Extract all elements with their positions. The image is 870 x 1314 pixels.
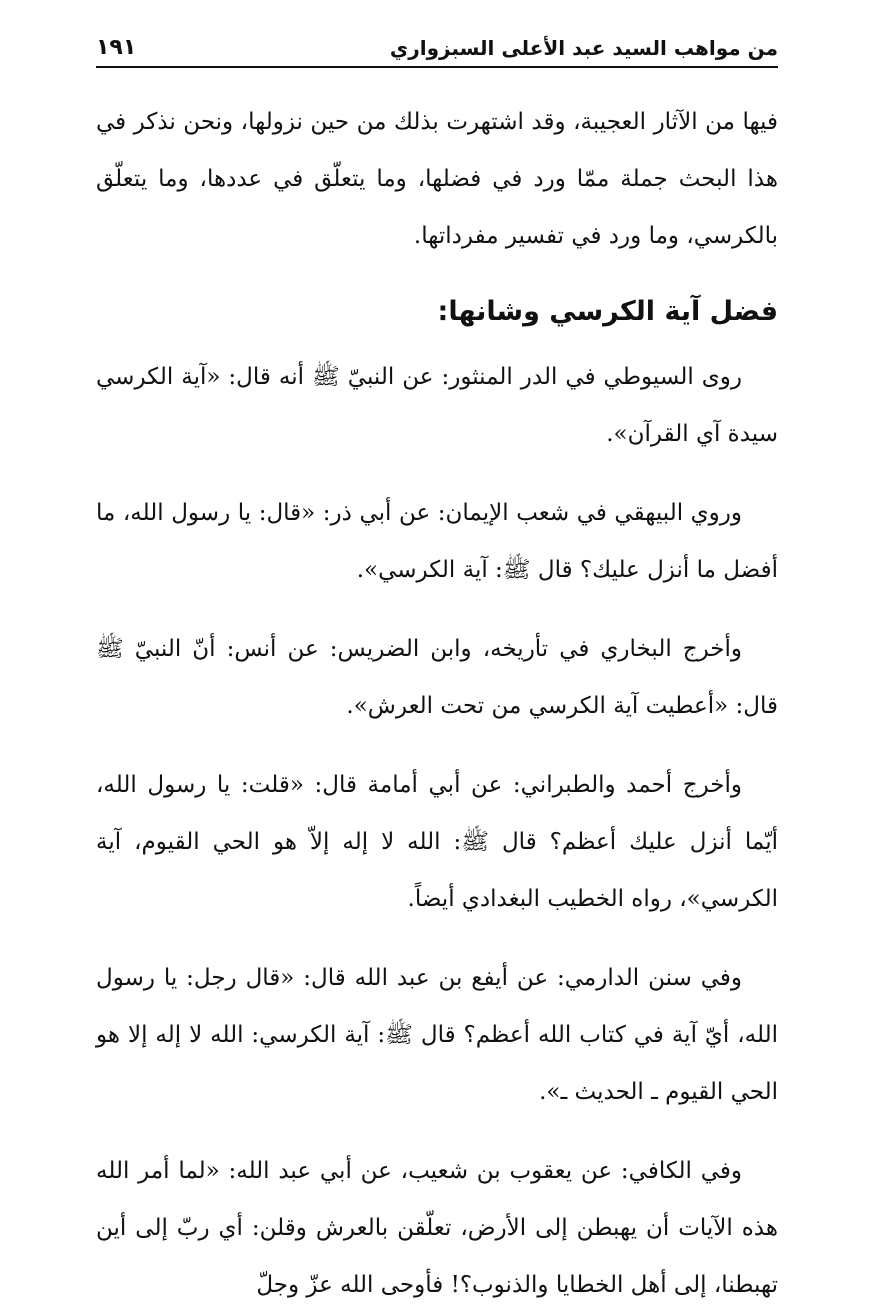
intro-paragraph: فيها من الآثار العجيبة، وقد اشتهرت بذلك من حين نزولها، ونحن نذكر في هذا البحث جملة ممّا ورد في فضلها، وما يتعلّق في عددها، وما يتعلّق بالكرسي، وما ورد في تفسير مفرداتها. bbox=[96, 109, 778, 249]
section-heading: فضل آية الكرسي وشانها: bbox=[437, 296, 778, 327]
paragraph-ahmad: وأخرج أحمد والطبراني: عن أبي أمامة قال: «قلت: يا رسول الله، أيّما أنزل عليك أعظم؟ قال ﷺ: الله لا إله إلاّ هو الحي القيوم، آية الكرسي»، رواه الخطيب البغدادي أيضاً. bbox=[96, 772, 778, 912]
book-title: من مواهب السيد عبد الأعلى السبزواري bbox=[389, 36, 778, 60]
paragraph-kafi: وفي الكافي: عن يعقوب بن شعيب، عن أبي عبد الله: «لما أمر الله هذه الآيات أن يهبطن إلى الأرض، تعلّقن بالعرش وقلن: أي ربّ إلى أين تهبطنا، إلى أهل الخطايا والذنوب؟! فأوحى الله عزّ وجلّ bbox=[96, 1158, 778, 1298]
page-number: ١٩١ bbox=[96, 35, 137, 60]
paragraph-bayhaqi: وروي البيهقي في شعب الإيمان: عن أبي ذر: «قال: يا رسول الله، ما أفضل ما أنزل عليك؟ قال ﷺ: آية الكرسي». bbox=[96, 500, 778, 583]
paragraph-darimi: وفي سنن الدارمي: عن أيفع بن عبد الله قال: «قال رجل: يا رسول الله، أيّ آية في كتاب الله أعظم؟ قال ﷺ: آية الكرسي: الله لا إله إلا هو الحي القيوم ـ الحديث ـ». bbox=[96, 965, 778, 1105]
book-page bbox=[96, 22, 778, 1298]
paragraph-suyuti: روى السيوطي في الدر المنثور: عن النبيّ ﷺ أنه قال: «آية الكرسي سيدة آي القرآن». bbox=[96, 364, 778, 447]
page-body bbox=[96, 94, 778, 1314]
running-header bbox=[96, 22, 778, 68]
paragraph-bukhari: وأخرج البخاري في تأريخه، وابن الضريس: عن أنس: أنّ النبيّ ﷺ قال: «أعطيت آية الكرسي من تحت العرش». bbox=[96, 636, 778, 719]
